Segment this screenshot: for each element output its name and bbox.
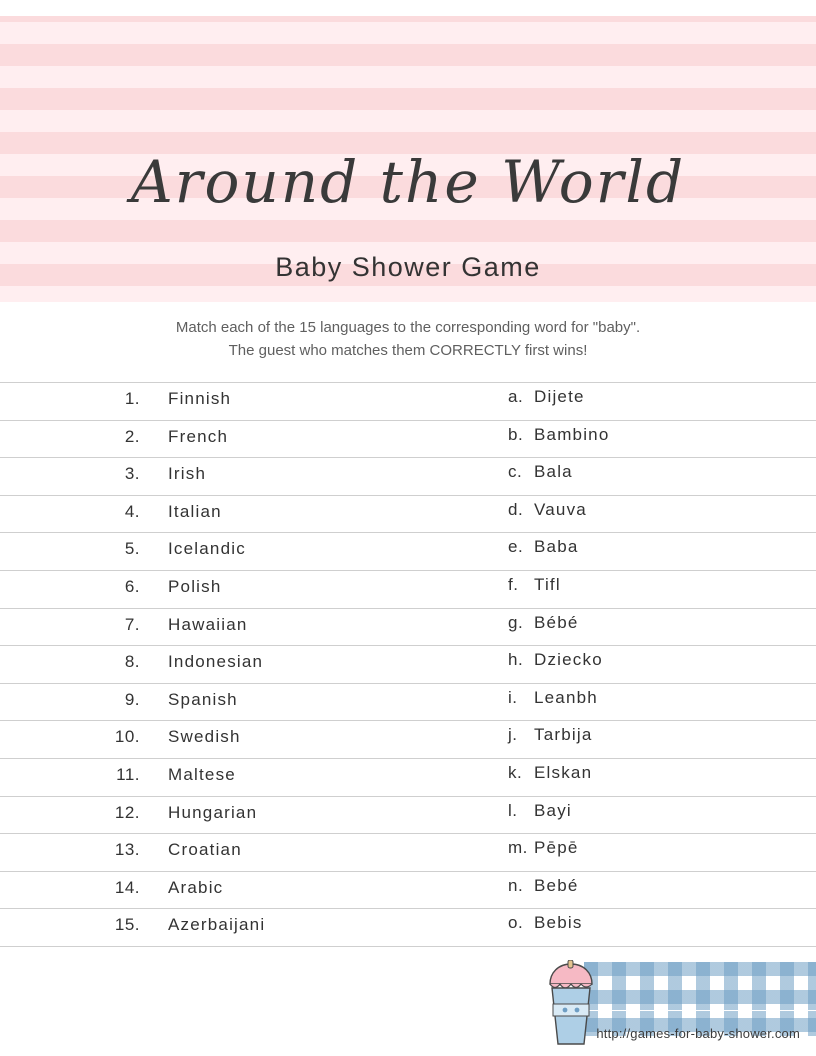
language-number: 4.: [124, 501, 140, 521]
language-number: 10.: [114, 727, 140, 747]
table-row: [0, 609, 816, 647]
word-text: Bayi: [534, 800, 572, 820]
word-cell[interactable]: [408, 533, 816, 570]
language-name: Spanish: [168, 689, 238, 709]
language-name: Croatian: [168, 840, 242, 860]
word-cell[interactable]: [408, 496, 816, 533]
language-name: Polish: [168, 576, 222, 596]
page-subtitle: Baby Shower Game: [275, 252, 541, 282]
word-letter: k.: [508, 762, 523, 782]
language-number: 1.: [124, 389, 140, 408]
instructions-line-2: The guest who matches them CORRECTLY first wins!: [228, 342, 588, 359]
language-number: 9.: [124, 689, 140, 709]
word-text: Bala: [534, 462, 573, 482]
language-name: Arabic: [168, 877, 224, 897]
word-text: Leanbh: [534, 687, 598, 707]
language-number: 11.: [116, 764, 140, 784]
table-row: [0, 382, 816, 421]
language-cell[interactable]: [0, 496, 408, 533]
language-number: 12.: [114, 802, 140, 822]
language-name: Swedish: [168, 727, 241, 747]
language-cell[interactable]: [0, 571, 408, 608]
word-text: Bebé: [534, 875, 579, 895]
word-letter: g.: [508, 612, 524, 632]
footer-url[interactable]: http://games-for-baby-shower.com: [596, 1026, 800, 1041]
word-letter: c.: [508, 462, 523, 482]
word-letter: f.: [508, 574, 519, 594]
language-cell[interactable]: [0, 533, 408, 570]
word-cell[interactable]: [408, 721, 816, 758]
table-row: [0, 759, 816, 797]
language-name: Finnish: [168, 389, 232, 408]
table-row: [0, 646, 816, 684]
table-row: [0, 797, 816, 835]
language-number: 15.: [114, 915, 140, 935]
word-text: Dijete: [534, 387, 585, 406]
language-number: 8.: [124, 652, 140, 672]
table-row: [0, 571, 816, 609]
language-cell[interactable]: [0, 383, 408, 420]
language-name: Irish: [168, 464, 207, 484]
language-number: 13.: [114, 840, 140, 860]
word-letter: i.: [508, 687, 518, 707]
language-number: 7.: [124, 614, 140, 634]
language-cell[interactable]: [0, 797, 408, 834]
word-letter: l.: [508, 800, 518, 820]
word-cell[interactable]: [408, 759, 816, 796]
language-number: 3.: [124, 464, 140, 484]
language-name: Hungarian: [168, 802, 258, 822]
gingham-divider: [584, 1010, 816, 1011]
language-number: 5.: [124, 539, 140, 559]
language-name: Icelandic: [168, 539, 246, 559]
word-letter: m.: [508, 838, 528, 858]
word-cell[interactable]: [408, 383, 816, 420]
word-letter: a.: [508, 387, 524, 406]
table-row: [0, 872, 816, 910]
word-letter: b.: [508, 424, 524, 444]
word-cell[interactable]: [408, 909, 816, 946]
word-text: Bebis: [534, 913, 583, 933]
table-row: [0, 909, 816, 947]
instructions-line-1: Match each of the 15 languages to the corresponding word for "baby".: [175, 319, 641, 336]
word-text: Bébé: [534, 612, 579, 632]
language-cell[interactable]: [0, 872, 408, 909]
language-name: Indonesian: [168, 652, 264, 672]
language-cell[interactable]: [0, 759, 408, 796]
banner-top-margin: [0, 0, 816, 16]
table-row: [0, 533, 816, 571]
table-row: [0, 458, 816, 496]
word-text: Elskan: [534, 762, 593, 782]
word-cell[interactable]: [408, 421, 816, 458]
instructions: [0, 316, 816, 362]
language-cell[interactable]: [0, 909, 408, 946]
word-letter: n.: [508, 875, 524, 895]
language-cell[interactable]: [0, 684, 408, 721]
table-row: [0, 721, 816, 759]
word-letter: j.: [508, 725, 518, 745]
language-number: 6.: [124, 576, 140, 596]
word-letter: d.: [508, 499, 524, 519]
word-cell[interactable]: [408, 834, 816, 871]
language-cell[interactable]: [0, 609, 408, 646]
language-cell[interactable]: [0, 721, 408, 758]
word-text: Vauva: [534, 499, 587, 519]
language-cell[interactable]: [0, 421, 408, 458]
language-name: Maltese: [168, 764, 236, 784]
language-cell[interactable]: [0, 646, 408, 683]
word-text: Dziecko: [534, 650, 603, 670]
word-text: Tarbija: [534, 725, 593, 745]
language-number: 14.: [114, 877, 140, 897]
language-name: Hawaiian: [168, 614, 248, 634]
word-cell[interactable]: [408, 571, 816, 608]
language-name: French: [168, 426, 229, 446]
word-text: Tifl: [534, 574, 561, 594]
word-cell[interactable]: [408, 646, 816, 683]
table-row: [0, 834, 816, 872]
table-row: [0, 496, 816, 534]
language-cell[interactable]: [0, 834, 408, 871]
language-number: 2.: [124, 426, 140, 446]
matching-list: [0, 382, 816, 947]
table-row: [0, 421, 816, 459]
language-cell[interactable]: [0, 458, 408, 495]
word-text: Bambino: [534, 424, 610, 444]
word-cell[interactable]: [408, 609, 816, 646]
word-letter: o.: [508, 913, 524, 933]
word-text: Baba: [534, 537, 579, 557]
word-letter: h.: [508, 650, 524, 670]
language-name: Azerbaijani: [168, 915, 266, 935]
language-name: Italian: [168, 501, 222, 521]
word-cell[interactable]: [408, 458, 816, 495]
page-title: Around the World: [130, 148, 686, 216]
table-row: [0, 684, 816, 722]
word-cell[interactable]: [408, 797, 816, 834]
word-cell[interactable]: [408, 684, 816, 721]
word-text: Pēpē: [534, 838, 579, 858]
gingham-pattern-decoration: [584, 962, 816, 1036]
word-letter: e.: [508, 537, 524, 557]
word-cell[interactable]: [408, 872, 816, 909]
